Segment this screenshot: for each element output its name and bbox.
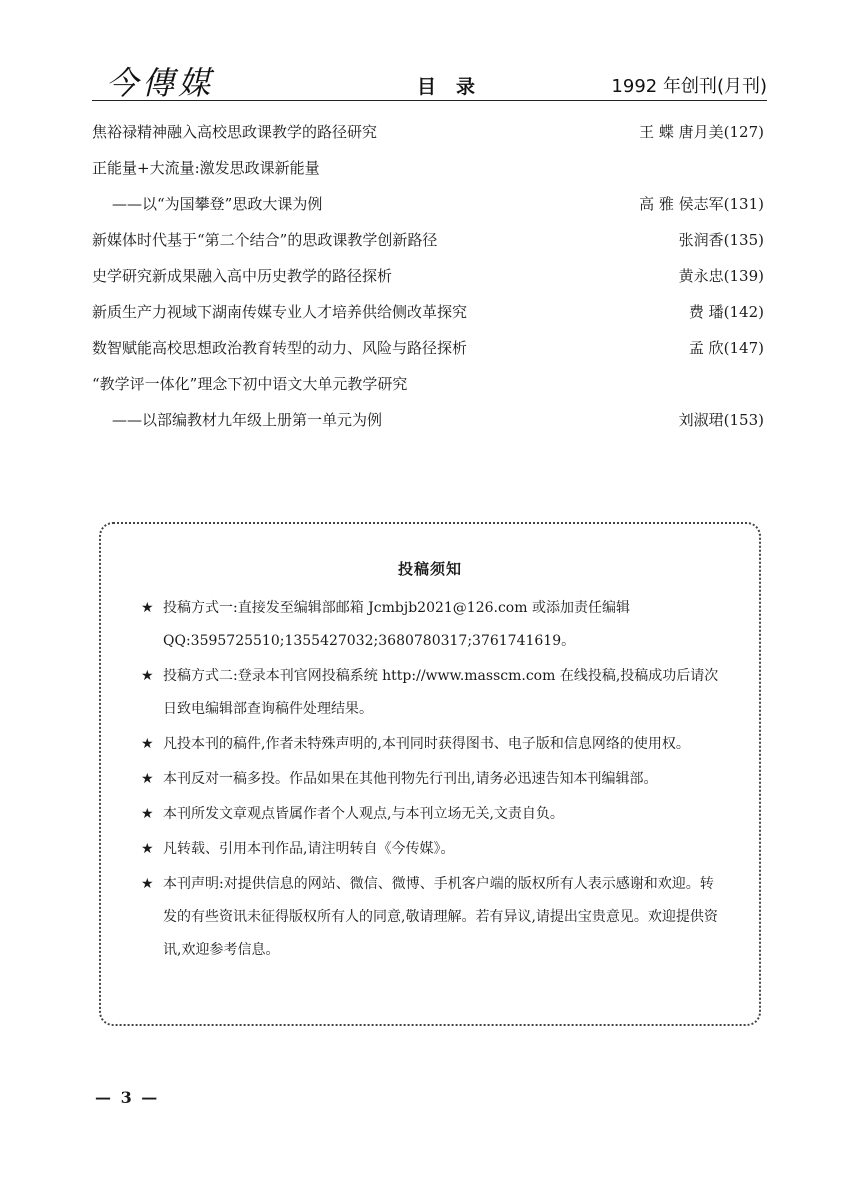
star-icon: ★ [141, 668, 154, 684]
toc-entry[interactable] [92, 366, 767, 402]
notice-item [141, 868, 721, 967]
toc-entry[interactable] [92, 150, 767, 186]
toc-title: 史学研究新成果融入高中历史教学的路径探析 [92, 267, 393, 285]
star-icon: ★ [141, 771, 154, 787]
notice-item [141, 728, 721, 761]
notice-item-text: 本刊反对一稿多投。作品如果在其他刊物先行刊出,请务必迅速告知本刊编辑部。 [163, 771, 658, 787]
notice-list [141, 592, 721, 967]
toc-title: 新质生产力视域下湖南传媒专业人才培养供给侧改革探究 [92, 303, 468, 321]
notice-item [141, 798, 721, 831]
toc-author: 黄永忠(139) [678, 267, 764, 285]
notice-item [141, 660, 721, 726]
star-icon: ★ [141, 600, 154, 616]
toc-entry[interactable] [92, 114, 767, 150]
journal-logo: 今傳媒 [106, 64, 215, 102]
toc-entry-subtitle[interactable] [92, 186, 767, 222]
notice-item-text: 本刊所发文章观点皆属作者个人观点,与本刊立场无关,文责自负。 [163, 806, 564, 822]
notice-item [141, 763, 721, 796]
page-number: — 3 — [95, 1088, 160, 1107]
table-of-contents [92, 114, 767, 438]
notice-item-text: 本刊声明:对提供信息的网站、微信、微博、手机客户端的版权所有人表示感谢和欢迎。转发的有些资讯未征得版权所有人的同意,敬请理解。若有异议,请提出宝贵意见。欢迎提供资讯,欢迎参考信息。 [163, 876, 718, 958]
section-title: 目录 [417, 76, 496, 98]
issue-info: 1992 年创刊(月刊) [611, 76, 767, 97]
notice-item-text: 投稿方式二:登录本刊官网投稿系统 http://www.masscm.com 在线投稿,投稿成功后请次日致电编辑部查询稿件处理结果。 [163, 668, 719, 717]
toc-subtitle: ——以部编教材九年级上册第一单元为例 [112, 411, 383, 429]
notice-title: 投稿须知 [397, 560, 462, 578]
toc-entry[interactable] [92, 294, 767, 330]
star-icon: ★ [141, 736, 154, 752]
toc-title: 焦裕禄精神融入高校思政课教学的路径研究 [92, 123, 378, 141]
notice-item-text: 凡转载、引用本刊作品,请注明转自《今传媒》。 [163, 841, 455, 857]
toc-entry-subtitle[interactable] [92, 402, 767, 438]
toc-author: 刘淑珺(153) [678, 411, 764, 429]
toc-entry[interactable] [92, 258, 767, 294]
toc-entry[interactable] [92, 330, 767, 366]
star-icon: ★ [141, 841, 154, 857]
toc-title: 数智赋能高校思想政治教育转型的动力、风险与路径探析 [92, 339, 468, 357]
toc-author: 高 雅 侯志军(131) [639, 195, 764, 213]
toc-author: 张润香(135) [678, 231, 764, 249]
toc-entry[interactable] [92, 222, 767, 258]
star-icon: ★ [141, 876, 154, 892]
notice-item-text: 凡投本刊的稿件,作者未特殊声明的,本刊同时获得图书、电子版和信息网络的使用权。 [163, 736, 690, 752]
toc-title: “教学评一体化”理念下初中语文大单元教学研究 [92, 375, 408, 393]
toc-subtitle: ——以“为国攀登”思政大课为例 [112, 195, 323, 213]
toc-author: 王 蝶 唐月美(127) [639, 123, 764, 141]
notice-item [141, 592, 721, 658]
notice-item [141, 833, 721, 866]
toc-title: 新媒体时代基于“第二个结合”的思政课教学创新路径 [92, 231, 438, 249]
toc-author: 孟 欣(147) [688, 339, 764, 357]
masthead [92, 56, 767, 101]
notice-item-text: 投稿方式一:直接发至编辑部邮箱 Jcmbjb2021@126.com 或添加责任编辑 QQ:3595725510;1355427032;3680780317;3761741619。 [163, 600, 630, 649]
toc-author: 费 璠(142) [688, 303, 764, 321]
submission-notice-box [99, 522, 761, 1026]
star-icon: ★ [141, 806, 154, 822]
toc-title: 正能量+大流量:激发思政课新能量 [92, 159, 320, 177]
